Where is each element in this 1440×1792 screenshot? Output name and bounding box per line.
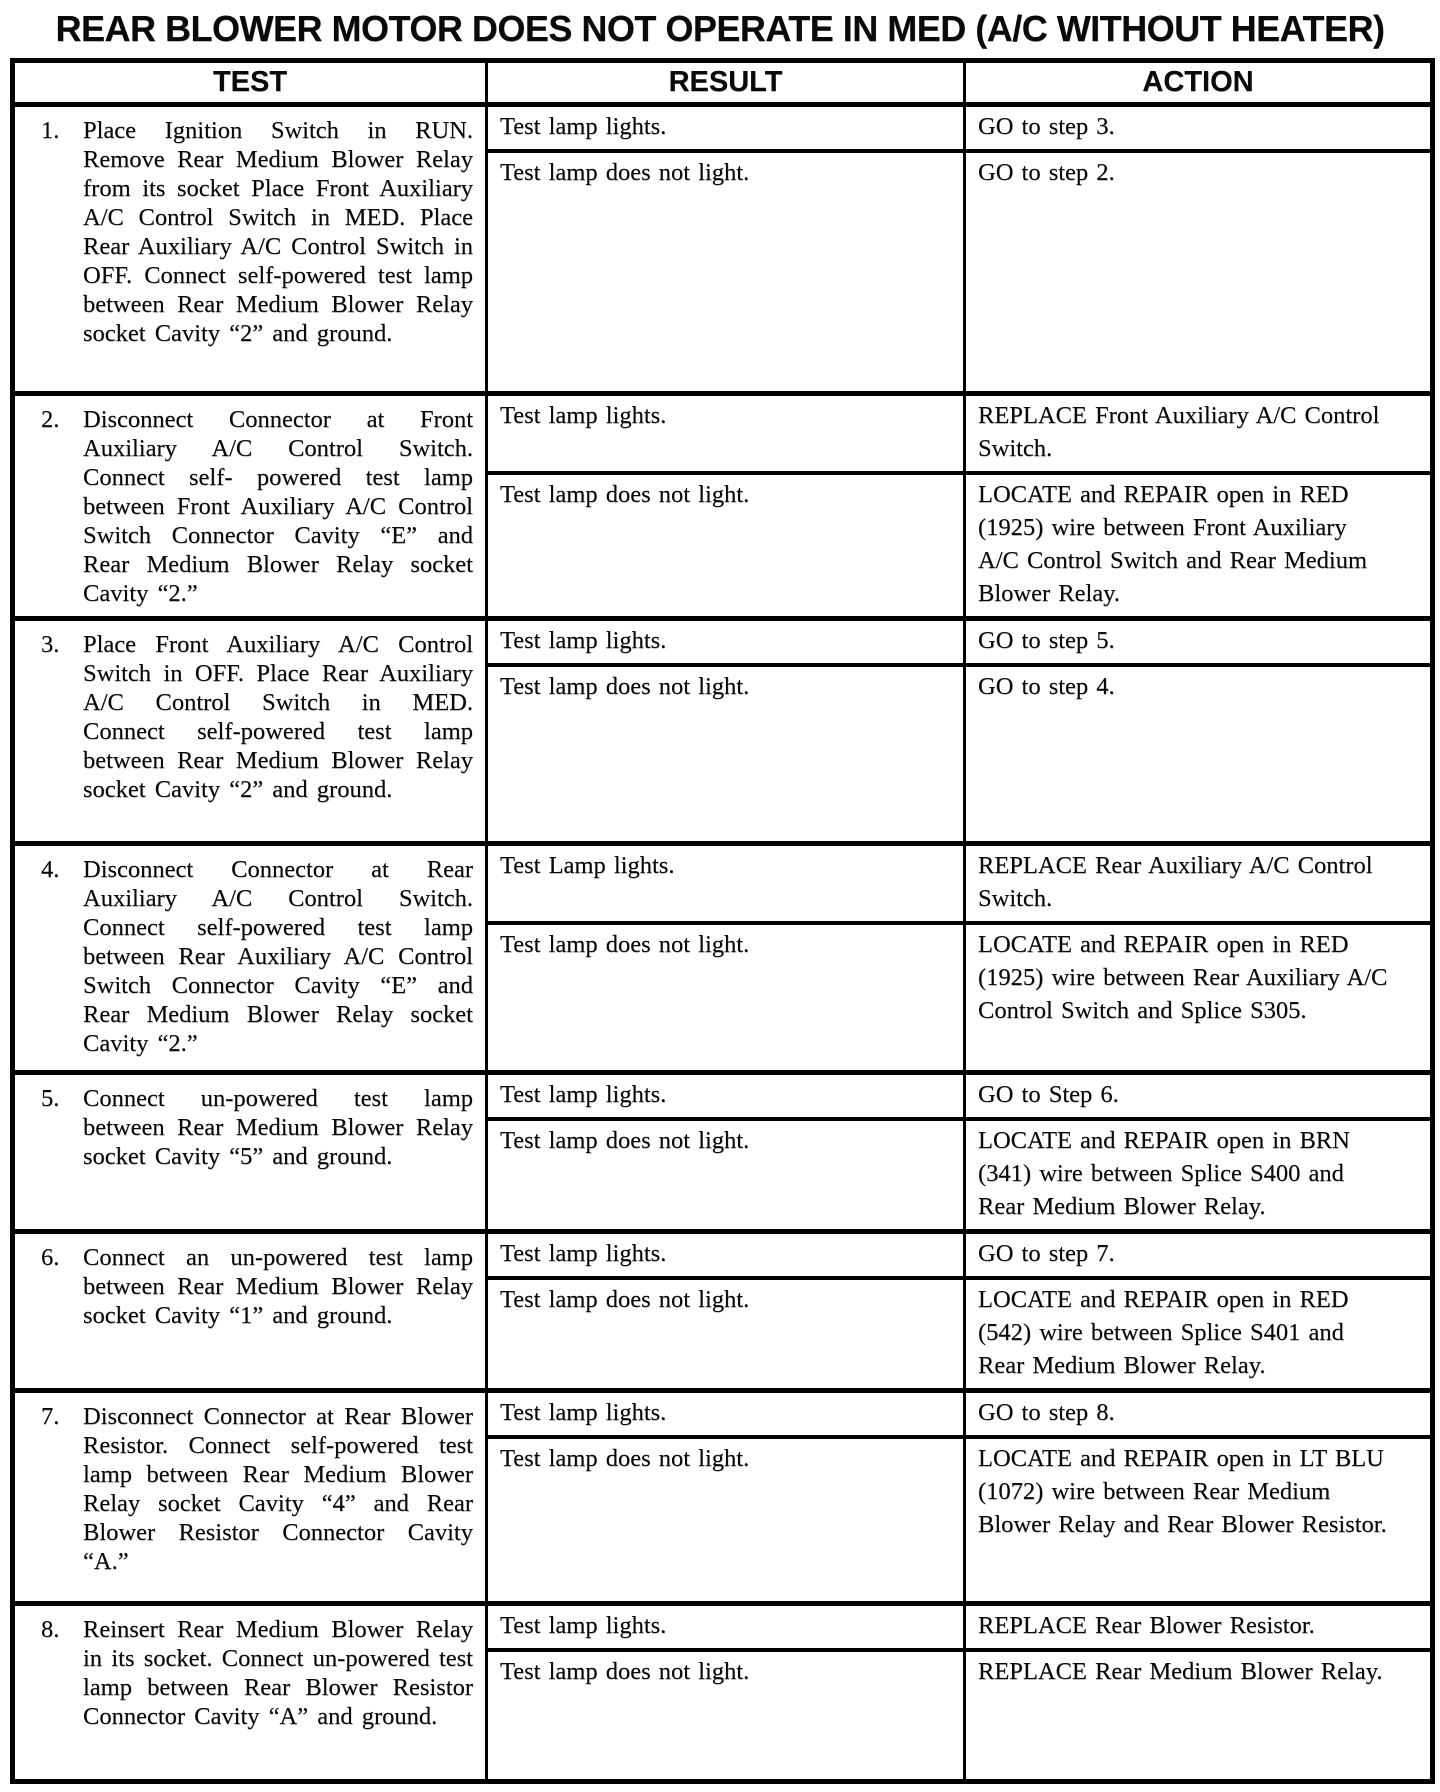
step-row-5 — [13, 1073, 1433, 1232]
result-cell: Test lamp does not light. — [487, 665, 965, 843]
step-test-text: Disconnect Connector at Rear Auxiliary A/C Control Switch. Connect self-powered test lamp between Rear Auxiliary A/C Control Switch Connector Cavity “E” and Rear Medium Blower Relay socket Cavity “2.” — [83, 855, 473, 1057]
action-cell: GO to step 3. — [965, 105, 1433, 152]
step-test-text: Connect un-powered test lamp between Rear Medium Blower Relay socket Cavity “5” and ground. — [83, 1085, 473, 1170]
result-cell: Test lamp lights. — [487, 1391, 965, 1438]
step-test-text: Place Front Auxiliary A/C Control Switch in OFF. Place Rear Auxiliary A/C Control Switch in MED. Connect self-powered test lamp between Rear Medium Blower Relay socket Cavity “2” and ground. — [83, 631, 473, 803]
step-test-text: Reinsert Rear Medium Blower Relay in its socket. Connect un-powered test lamp between Rear Blower Resistor Connector Cavity “A” and ground. — [83, 1615, 473, 1730]
result-cell: Test lamp does not light. — [487, 923, 965, 1073]
step-number: 7. — [41, 1403, 60, 1430]
result-cell: Test lamp does not light. — [487, 151, 965, 393]
step-test-text: Disconnect Connector at Front Auxiliary A/C Control Switch. Connect self- powered test lamp between Front Auxiliary A/C Control Switch Connector Cavity “E” and Rear Medium Blower Relay socket Cavity “2.” — [83, 405, 473, 607]
test-cell — [13, 1073, 487, 1232]
action-cell: REPLACE Front Auxiliary A/C Control Switch. — [965, 393, 1433, 473]
action-cell: REPLACE Rear Medium Blower Relay. — [965, 1650, 1433, 1782]
result-cell: Test lamp does not light. — [487, 1650, 965, 1782]
page-title: REAR BLOWER MOTOR DOES NOT OPERATE IN MED (A/C WITHOUT HEATER) — [55, 8, 1385, 49]
step-row-4 — [13, 843, 1433, 1073]
test-cell — [13, 393, 487, 619]
result-cell: Test lamp lights. — [487, 105, 965, 152]
step-number: 5. — [41, 1085, 60, 1112]
action-cell: REPLACE Rear Auxiliary A/C Control Switch. — [965, 843, 1433, 923]
test-cell — [13, 843, 487, 1073]
step-row-7 — [13, 1391, 1433, 1604]
step-number: 2. — [41, 405, 60, 433]
step-row-2 — [13, 393, 1433, 619]
action-cell: LOCATE and REPAIR open in BRN (341) wire between Splice S400 and Rear Medium Blower Relay. — [965, 1119, 1433, 1232]
result-cell: Test lamp does not light. — [487, 1119, 965, 1232]
result-cell: Test lamp does not light. — [487, 473, 965, 619]
step-test-text: Disconnect Connector at Rear Blower Resistor. Connect self-powered test lamp between Rear Medium Blower Relay socket Cavity “4” and Rear Blower Resistor Connector Cavity “A.” — [83, 1403, 473, 1575]
step-row-1 — [13, 105, 1433, 394]
step-row-8 — [13, 1603, 1433, 1782]
step-number: 4. — [41, 855, 60, 883]
col-header-action: ACTION — [965, 61, 1433, 105]
result-cell: Test lamp lights. — [487, 393, 965, 473]
test-cell — [13, 1391, 487, 1604]
action-cell: GO to step 4. — [965, 665, 1433, 843]
result-cell: Test Lamp lights. — [487, 843, 965, 923]
action-cell: REPLACE Rear Blower Resistor. — [965, 1603, 1433, 1650]
test-cell — [13, 1603, 487, 1782]
step-test-text: Place Ignition Switch in RUN. Remove Rear Medium Blower Relay from its socket Place Front Auxiliary A/C Control Switch in MED. Place Rear Auxiliary A/C Control Switch in OFF. Connect self-powered test lamp between Rear Medium Blower Relay socket Cavity “2” and ground. — [83, 117, 473, 347]
step-number: 3. — [41, 631, 60, 658]
step-test-text: Connect an un-powered test lamp between Rear Medium Blower Relay socket Cavity “1” and ground. — [83, 1244, 473, 1329]
step-row-3 — [13, 619, 1433, 844]
action-cell: GO to step 8. — [965, 1391, 1433, 1438]
action-cell: GO to step 5. — [965, 619, 1433, 666]
result-cell: Test lamp lights. — [487, 1603, 965, 1650]
test-cell — [13, 619, 487, 844]
result-cell: Test lamp lights. — [487, 619, 965, 666]
action-cell: GO to Step 6. — [965, 1073, 1433, 1120]
result-cell: Test lamp lights. — [487, 1073, 965, 1120]
action-cell: LOCATE and REPAIR open in RED (1925) wire between Rear Auxiliary A/C Control Switch and Splice S305. — [965, 923, 1433, 1073]
result-cell: Test lamp does not light. — [487, 1437, 965, 1603]
action-cell: GO to step 7. — [965, 1232, 1433, 1279]
action-cell: LOCATE and REPAIR open in LT BLU (1072) wire between Rear Medium Blower Relay and Rear Blower Resistor. — [965, 1437, 1433, 1603]
test-cell — [13, 105, 487, 394]
step-number: 1. — [41, 117, 60, 144]
test-cell — [13, 1232, 487, 1391]
table-header — [13, 61, 1433, 105]
step-number: 8. — [41, 1615, 60, 1643]
action-cell: LOCATE and REPAIR open in RED (1925) wire between Front Auxiliary A/C Control Switch and Rear Medium Blower Relay. — [965, 473, 1433, 619]
result-cell: Test lamp does not light. — [487, 1278, 965, 1391]
col-header-result: RESULT — [487, 61, 965, 105]
result-cell: Test lamp lights. — [487, 1232, 965, 1279]
col-header-test: TEST — [13, 61, 487, 105]
action-cell: LOCATE and REPAIR open in RED (542) wire between Splice S401 and Rear Medium Blower Relay. — [965, 1278, 1433, 1391]
action-cell: GO to step 2. — [965, 151, 1433, 393]
diagnostic-table — [10, 58, 1435, 1784]
step-row-6 — [13, 1232, 1433, 1391]
step-number: 6. — [41, 1244, 60, 1271]
